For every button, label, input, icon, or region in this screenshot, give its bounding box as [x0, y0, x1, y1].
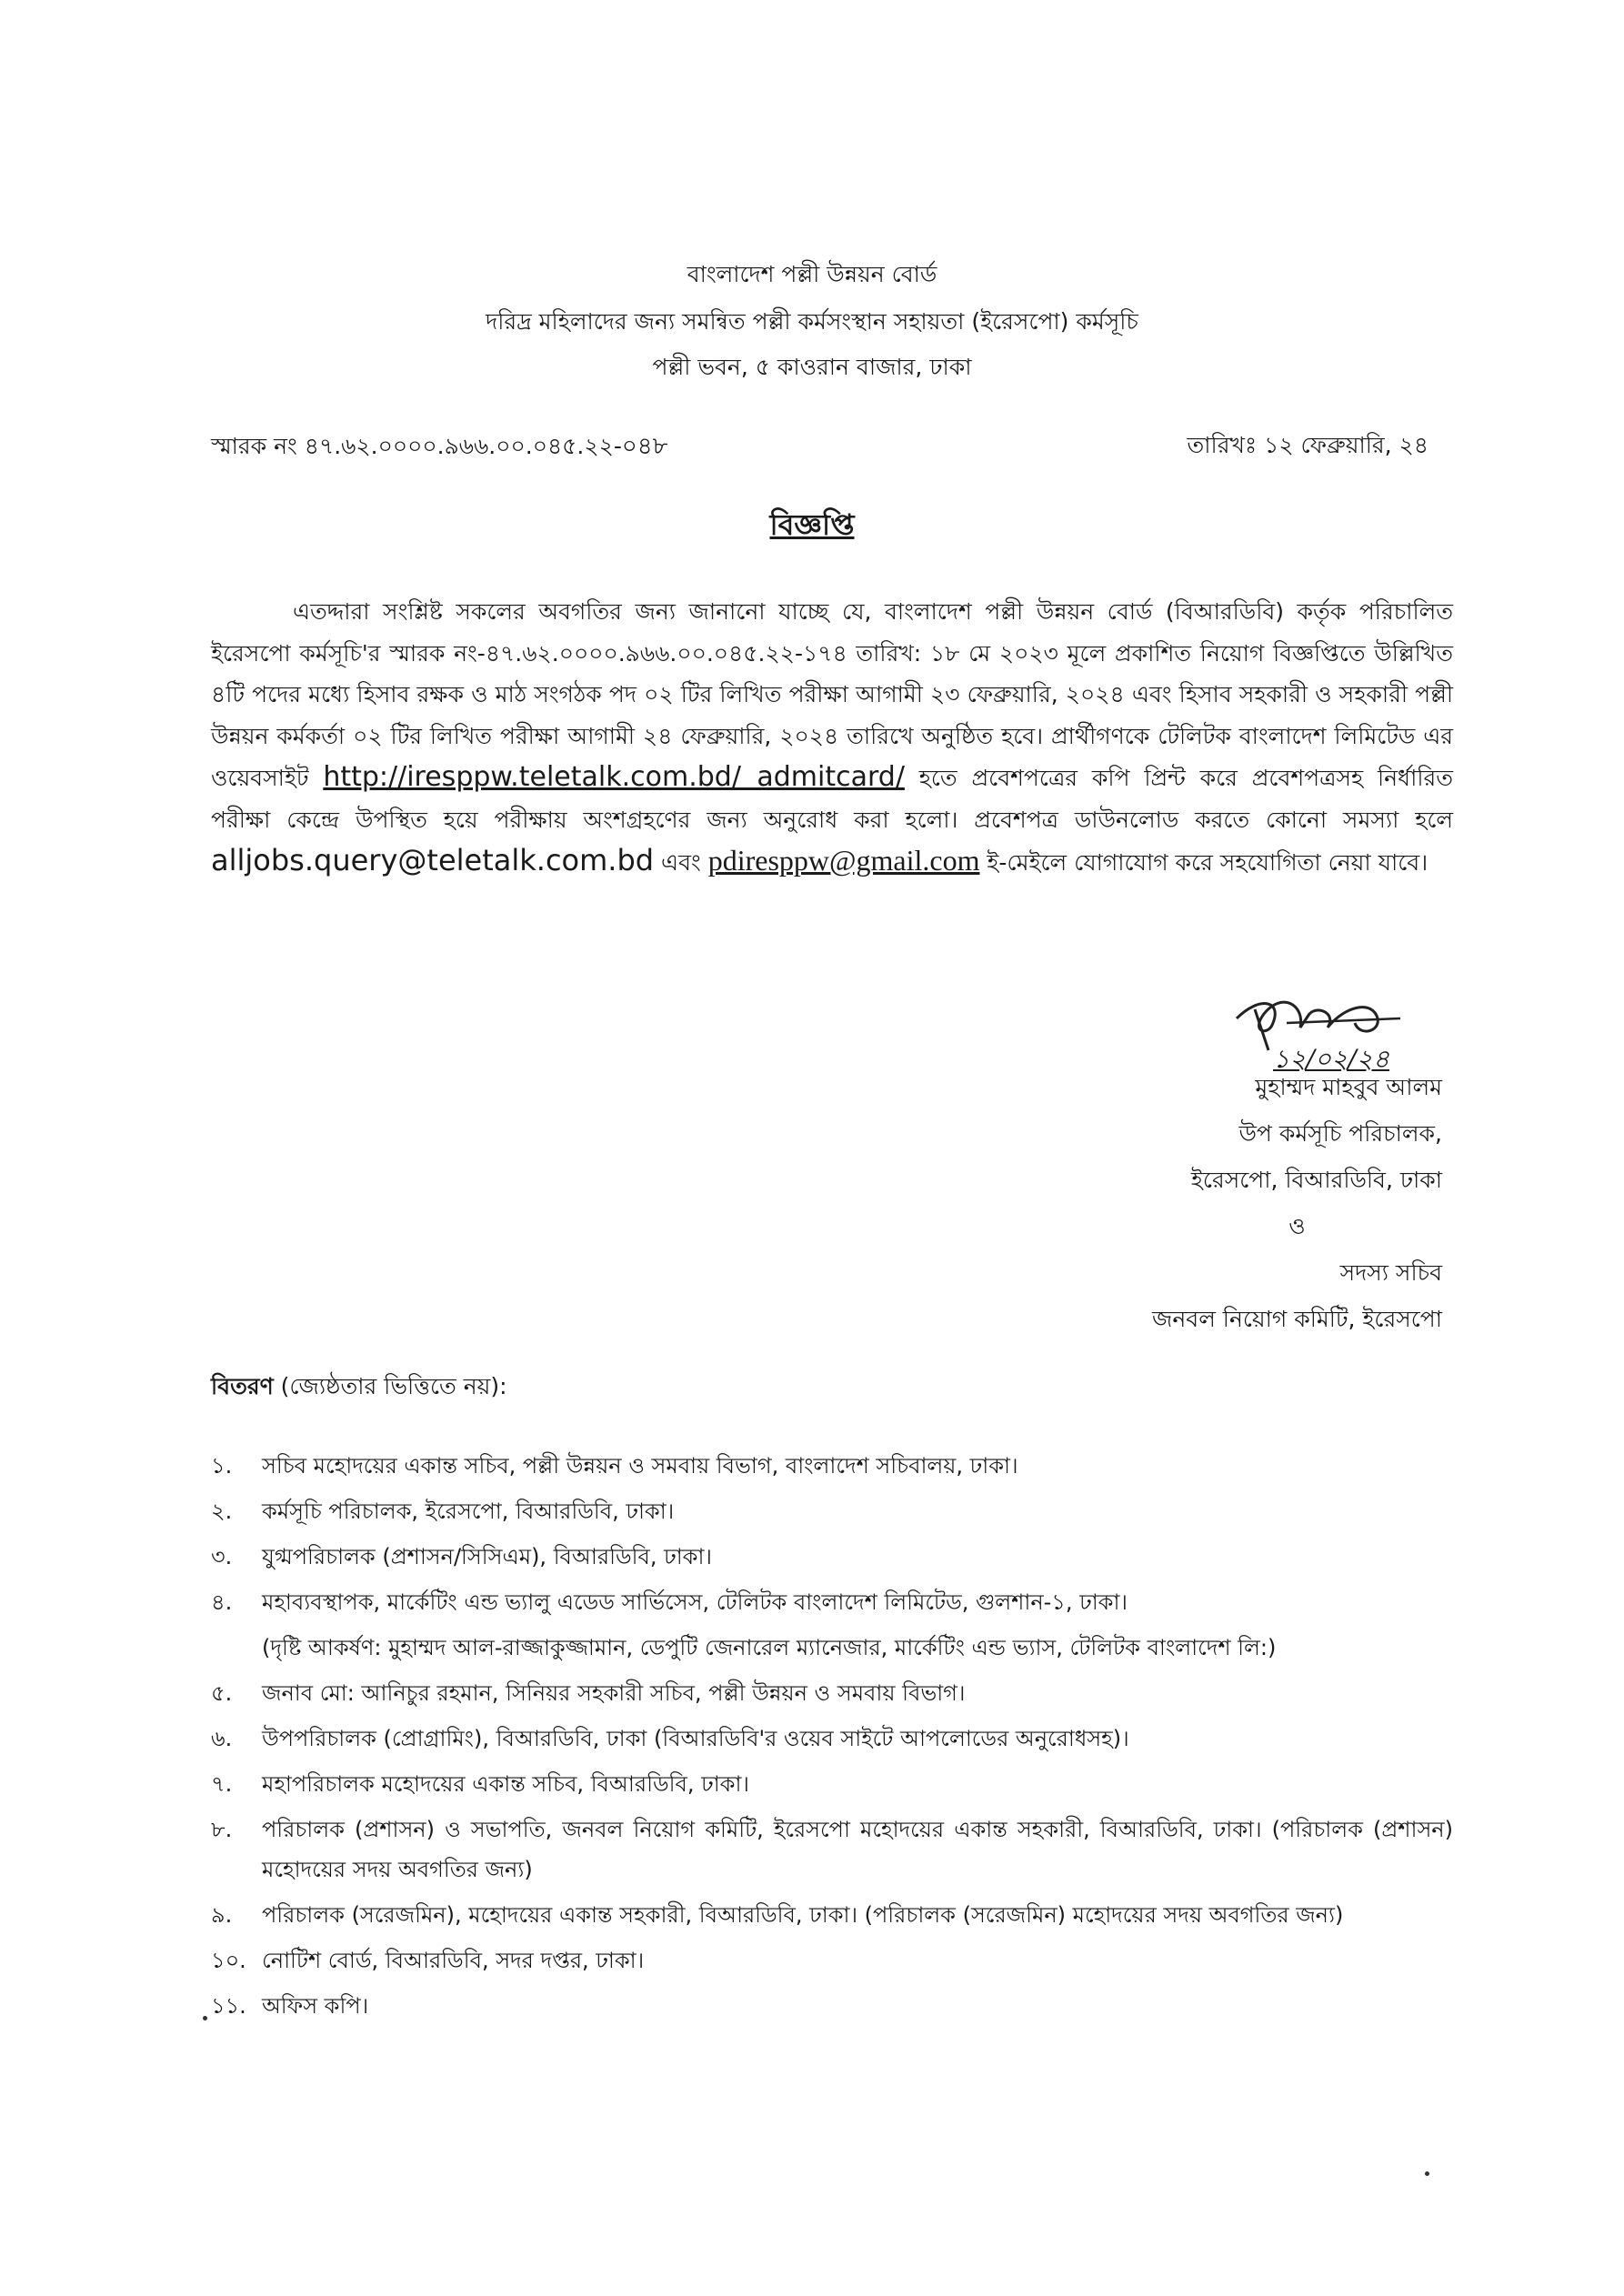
signatory-conjunction: ও — [1288, 1213, 1306, 1239]
list-item — [211, 1446, 1453, 1486]
list-item-number: ৮. — [211, 1817, 233, 1842]
notice-date: তারিখঃ ১২ ফেব্রুয়ারি, ২৪ — [1187, 432, 1429, 458]
list-item — [211, 1719, 1453, 1759]
list-item-number: ৯. — [211, 1902, 233, 1928]
list-item-text: মহাপরিচালক মহোদয়ের একান্ত সচিব, বিআরডিবি, ঢাকা। — [262, 1771, 749, 1797]
list-item — [211, 1810, 1453, 1890]
list-item-text: নোটিশ বোর্ড, বিআরডিবি, সদর দপ্তর, ঢাকা। — [262, 1948, 645, 1973]
list-item — [211, 1895, 1453, 1935]
list-item-text: সচিব মহোদয়ের একান্ত সচিব, পল্লী উন্নয়ন ও সমবায় বিভাগ, বাংলাদেশ সচিবালয়, ঢাকা। — [262, 1453, 1018, 1479]
body-text-2: হতে প্রবেশপত্রের কপি প্রিন্ট করে প্রবেশপত্রসহ নির্ধারিত পরীক্ষা কেন্দ্রে উপস্থিত হয়ে পরীক্ষায় অংশগ্রহণের জন্য অনুরোধ করা হলো। প্রবেশপত্র ডাউনলোড করতে কোনো সমস্যা হলে — [211, 765, 1453, 833]
signatory-name: মুহাম্মদ মাহবুব আলম — [1255, 1074, 1442, 1100]
admitcard-link[interactable]: http://iresppw.teletalk.com.bd/ admitcard/ — [323, 761, 905, 793]
list-item-number: ৪. — [211, 1589, 233, 1615]
memo-reference — [211, 427, 668, 467]
email-link-gmail[interactable]: pdiresppw@gmail.com — [707, 844, 980, 877]
list-item-number: ২. — [211, 1499, 233, 1524]
list-item — [211, 1582, 1453, 1622]
signatory-designation-2: ইরেসপো, বিআরডিবি, ঢাকা — [1190, 1167, 1442, 1193]
list-item-number: ৫. — [211, 1680, 233, 1706]
distribution-list — [211, 1446, 1453, 2031]
list-item-text: জনাব মো: আনিচুর রহমান, সিনিয়র সহকারী সচিব, পল্লী উন্নয়ন ও সমবায় বিভাগ। — [262, 1680, 966, 1706]
list-item-text: পরিচালক (সরেজমিন), মহোদয়ের একান্ত সহকারী, বিআরডিবি, ঢাকা। (পরিচালক (সরেজমিন) মহোদয়ের সদয় অবগতির জন্য) — [262, 1902, 1344, 1928]
distribution-note: (জ্যেষ্ঠতার ভিত্তিতে নয়): — [280, 1373, 507, 1399]
list-item-number: ৭. — [211, 1771, 233, 1797]
list-item — [211, 1764, 1453, 1804]
signatory-designation-4: জনবল নিয়োগ কমিটি, ইরেসপো — [1152, 1306, 1442, 1332]
signatory-block — [1152, 1064, 1442, 1342]
scan-speck-icon — [1425, 2171, 1429, 2176]
list-item-text: মহাব্যবস্থাপক, মার্কেটিং এন্ড ভ্যালু এডেড সার্ভিসেস, টেলিটক বাংলাদেশ লিমিটেড, গুলশান-১, ঢাকা। — [262, 1589, 1128, 1615]
list-item — [211, 1537, 1453, 1577]
list-item — [211, 1491, 1453, 1531]
body-text-4: ই-মেইলে যোগাযোগ করে সহযোগিতা নেয়া যাবে। — [987, 849, 1429, 876]
memo-handwritten-number: ০৪৮ — [621, 433, 668, 460]
body-text-1: এতদ্দারা সংশ্লিষ্ট সকলের অবগতির জন্য জানানো যাচ্ছে যে, বাংলাদেশ পল্লী উন্নয়ন বোর্ড (বিআরডিবি) কর্তৃক পরিচালিত ইরেসপো কর্মসূচি'র স্মারক নং-৪৭.৬২.০০০০.৯৬৬.০০.০৪৫.২২-১৭৪ তারিখ: ১৮ মে ২০২৩ মূলে প্রকাশিত নিয়োগ বিজ্ঞপ্তিতে উল্লিখিত ৪টি পদের মধ্যে হিসাব রক্ষক ও মাঠ সংগঠক পদ ০২ টির লিখিত পরীক্ষা আগামী ২৩ ফেব্রুয়ারি, ২০২৪ এবং হিসাব সহকারী ও সহকারী পল্লী উন্নয়ন কর্মকর্তা ০২ টির লিখিত পরীক্ষা আগামী ২৪ ফেব্রুয়ারি, ২০২৪ তারিখে অনুষ্ঠিত হবে। প্রার্থীগণকে টেলিটক বাংলাদেশ লিমিটেড এর ওয়েবসাইট — [211, 598, 1453, 791]
distribution-heading — [211, 1369, 507, 1408]
list-item-text: কর্মসূচি পরিচালক, ইরেসপো, বিআরডিবি, ঢাকা। — [262, 1499, 675, 1524]
list-item-number: ৩. — [211, 1544, 233, 1569]
signatory-designation-3: সদস্য সচিব — [1339, 1259, 1442, 1286]
program-name: দরিদ্র মহিলাদের জন্য সমন্বিত পল্লী কর্মসংস্থান সহায়তা (ইরেসপো) কর্মসূচি — [486, 308, 1138, 335]
memo-label: স্মারক নং ৪৭.৬২.০০০০.৯৬৬.০০.০৪৫.২২- — [211, 433, 622, 459]
list-item — [211, 1673, 1453, 1713]
list-item-text: অফিস কপি। — [262, 1993, 369, 2019]
scan-speck-icon — [203, 2016, 207, 2020]
list-item — [211, 1986, 1453, 2026]
list-item-number: ১. — [211, 1453, 233, 1479]
list-item-text: উপপরিচালক (প্রোগ্রামিং), বিআরডিবি, ঢাকা (বিআরডিবি'র ওয়েব সাইটে আপলোডের অনুরোধসহ)। — [262, 1726, 1129, 1751]
list-item-text: পরিচালক (প্রশাসন) ও সভাপতি, জনবল নিয়োগ কমিটি, ইরেসপো মহোদয়ের একান্ত সহকারী, বিআরডিবি, ঢাকা। (পরিচালক (প্রশাসন) মহোদয়ের সদয় অবগতির জন্য) — [262, 1817, 1453, 1882]
org-name: বাংলাদেশ পল্লী উন্নয়ন বোর্ড — [687, 261, 937, 287]
org-address: পল্লী ভবন, ৫ কাওরান বাজার, ঢাকা — [652, 354, 972, 380]
list-item-number: ৬. — [211, 1726, 233, 1751]
attention-note: (দৃষ্টি আকর্ষণ: মুহাম্মদ আল-রাজ্জাকুজ্জামান, ডেপুটি জেনারেল ম্যানেজার, মার্কেটিং এন্ড ভ্যাস, টেলিটক বাংলাদেশ লি:) — [262, 1635, 1277, 1660]
notice-body — [211, 591, 1453, 884]
list-item — [211, 1940, 1453, 1980]
body-text-3: এবং — [661, 849, 701, 876]
signatory-designation-1: উপ কর্মসূচি পরিচালক, — [1238, 1120, 1442, 1147]
distribution-title: বিতরণ — [211, 1373, 274, 1399]
list-item-text: যুগ্মপরিচালক (প্রশাসন/সিসিএম), বিআরডিবি, ঢাকা। — [262, 1544, 712, 1569]
page-title: বিজ্ঞপ্তি — [769, 507, 855, 542]
list-item-number: ১১. — [211, 1993, 246, 2019]
list-item-number: ১০. — [211, 1948, 246, 1973]
signature-date: ১২/০২/২৪ — [1273, 1044, 1390, 1074]
email-link-teletalk[interactable]: alljobs.query@teletalk.com.bd — [211, 843, 655, 877]
